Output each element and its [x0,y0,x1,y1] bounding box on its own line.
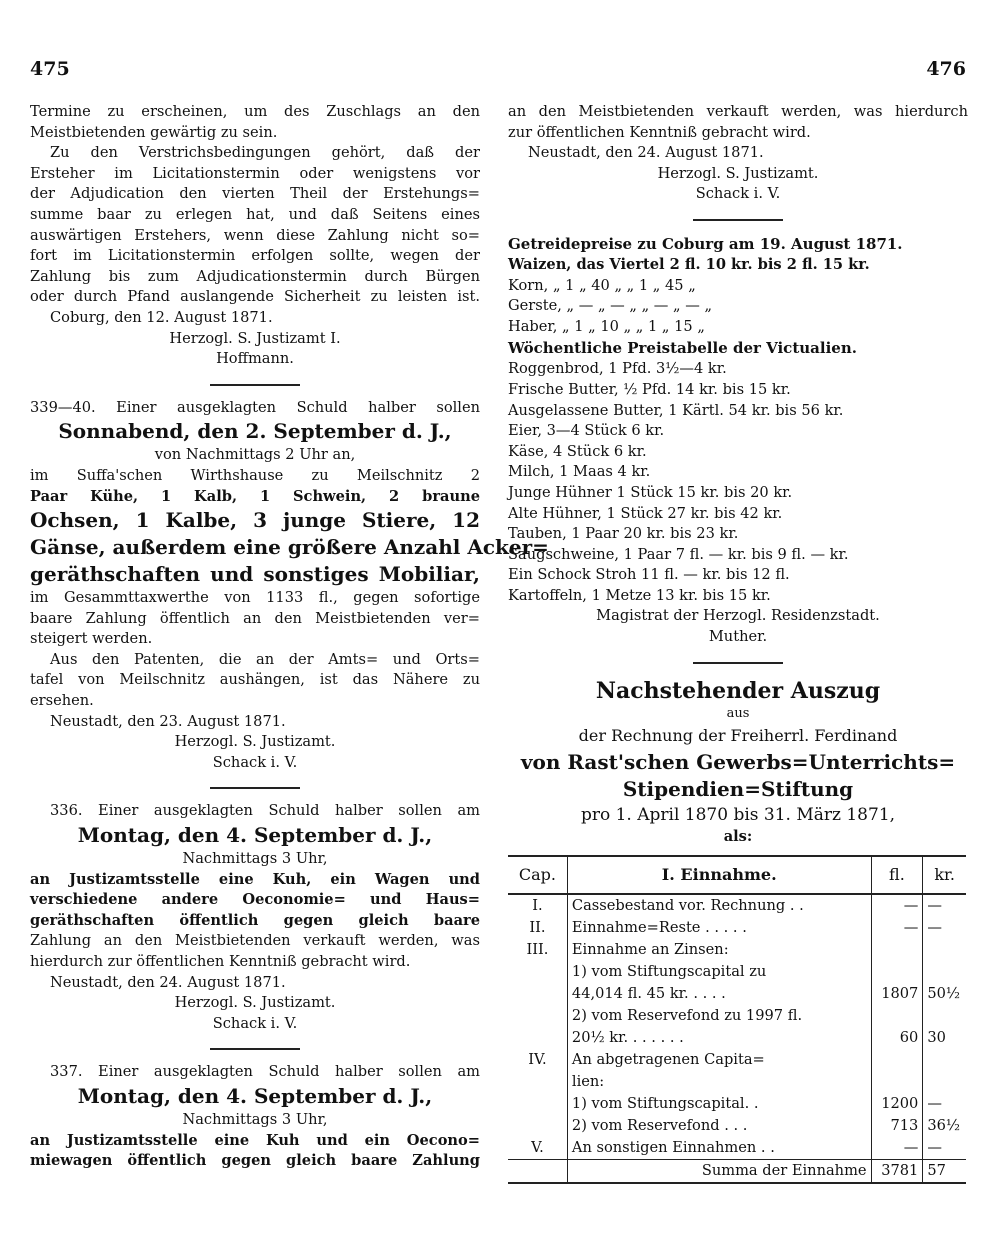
statement-title: Nachstehender Auszug [595,677,881,704]
cell-fl: — [871,917,923,939]
left-text-line: Ochsen, 1 Kalbe, 3 junge Stiere, 12 [30,508,480,533]
left-text-line: von Nachmittags 2 Uhr an, [154,446,356,464]
right-text-line: Käse, 4 Stück 6 kr. [508,442,647,460]
right-text-line: Herzogl. S. Justizamt. [657,164,819,182]
cell-kr: — [927,1095,942,1113]
sum-fl: 3781 [871,1160,923,1184]
cell-kr [923,961,966,983]
right-text-line: zur öffentlichen Kenntniß gebracht wird. [508,123,811,141]
cell-desc: 1) vom Stiftungscapital. . [567,1093,871,1115]
cell-cap: III. [508,939,567,961]
cell-kr: 36½ [927,1117,961,1135]
left-text-line: fort im Licitationstermin erfolgen sollte, wegen der [30,247,480,265]
cell-desc: 20½ kr. . . . . . . [567,1027,871,1049]
cell-fl [871,961,923,983]
table-row [508,1071,966,1093]
right-separator [693,219,783,221]
cell-cap [508,1115,567,1137]
left-text-line: steigert werden. [30,630,153,648]
statement-line-3: Stipendien=Stiftung [622,776,854,801]
cell-desc: 1) vom Stiftungscapital zu [567,961,871,983]
right-separator [693,662,783,664]
cell-kr: — [927,897,942,915]
statement-aus: aus [726,705,750,721]
cell-fl [871,1005,923,1027]
left-text-line: oder durch Pfand auslangende Sicherheit zu leisten ist. [30,288,480,306]
table-row [508,961,966,983]
right-text-line: Kartoffeln, 1 Metze 13 kr. bis 15 kr. [508,586,771,604]
table-row [508,1137,966,1160]
right-text-line: Getreidepreise zu Coburg am 19. August 1871. [508,234,903,253]
right-text-line: Wöchentliche Preistabelle der Victualien. [508,339,857,358]
left-text-line: Zahlung bis zum Adjudicationstermin durch Bürgen [30,267,480,285]
cell-cap: V. [508,1137,567,1160]
income-table-header [508,856,966,894]
cell-kr: 30 [927,1029,946,1047]
table-row [508,1027,966,1049]
cell-kr: — [927,919,942,937]
statement-block [508,676,968,1185]
right-text-line: Korn, „ 1 „ 40 „ „ 1 „ 45 „ [508,276,696,294]
page-number-right: 476 [926,58,966,80]
cell-kr [923,1049,966,1071]
left-separator [210,1048,300,1050]
cell-kr [923,1071,966,1093]
left-text-line: baare Zahlung öffentlich an den Meistbietenden ver= [30,609,480,627]
left-text-line: 337. Einer ausgeklagten Schuld halber sollen am [50,1063,480,1081]
header-desc: I. Einnahme. [567,856,871,894]
left-text-line: 339—40. Einer ausgeklagten Schuld halber sollen [30,398,480,416]
left-text-line: ersehen. [30,692,94,710]
left-text-line: hierdurch zur öffentlichen Kenntniß gebracht wird. [30,953,411,970]
statement-line-4: pro 1. April 1870 bis 31. März 1871, [580,804,896,825]
left-text-line: Montag, den 4. September d. J., [77,823,433,848]
left-text-line: Sonnabend, den 2. September d. J., [58,419,452,444]
cell-kr [923,1005,966,1027]
cell-cap: IV. [508,1049,567,1071]
left-text-line: Neustadt, den 24. August 1871. [50,973,286,991]
right-column [508,102,968,1184]
sum-kr: 57 [923,1160,966,1184]
right-text-line: Haber, „ 1 „ 10 „ „ 1 „ 15 „ [508,317,705,335]
cell-cap: II. [508,917,567,939]
cell-desc: Cassebestand vor. Rechnung . . [567,894,871,917]
cell-desc: 44,014 fl. 45 kr. . . . . [567,983,871,1005]
left-text-line: Meistbietenden gewärtig zu sein. [30,123,278,141]
sum-desc: Summa der Einnahme [567,1160,871,1184]
cell-desc: Einnahme=Reste . . . . . [567,917,871,939]
cell-desc: An sonstigen Einnahmen . . [567,1137,871,1160]
left-text-line: Ersteher im Licitationstermin oder wenigstens vor [30,164,480,182]
cell-desc: An abgetragenen Capita= [567,1049,871,1071]
header-fl: fl. [871,856,923,894]
left-text-line: 336. Einer ausgeklagten Schuld halber sollen am [50,802,480,820]
cell-fl: — [871,1137,923,1160]
left-text-line: verschiedene andere Oeconomie= und Haus= [30,891,480,909]
page-number-left: 475 [30,58,70,80]
cell-cap [508,1093,567,1115]
left-text-line: Zu den Verstrichsbedingungen gehört, daß der [50,144,480,162]
cell-fl: — [871,894,923,917]
table-row [508,939,966,961]
left-text-line: Zahlung an den Meistbietenden verkauft werden, was [30,932,480,950]
cell-fl [871,939,923,961]
table-row [508,1049,966,1071]
cell-kr: — [927,1139,942,1157]
right-column-notices [508,102,968,664]
cell-desc: 2) vom Reservefond . . . [567,1115,871,1137]
left-text-line: der Adjudication den vierten Theil der Erstehungs= [30,185,480,203]
cell-fl: 1807 [871,983,923,1005]
sum-cap [508,1160,567,1184]
cell-fl [871,1049,923,1071]
statement-line-5: als: [723,827,753,845]
left-text-line: miewagen öffentlich gegen gleich baare Zahlung [30,1152,480,1170]
table-row [508,894,966,917]
left-separator [210,384,300,386]
right-text-line: Waizen, das Viertel 2 fl. 10 kr. bis 2 fl. 15 kr. [508,255,870,273]
right-text-line: Saugschweine, 1 Paar 7 fl. — kr. bis 9 fl. — kr. [508,545,849,563]
left-text-line: Schack i. V. [212,1014,298,1032]
cell-desc: Einnahme an Zinsen: [567,939,871,961]
cell-cap [508,983,567,1005]
right-text-line: Neustadt, den 24. August 1871. [528,144,764,162]
left-text-line: im Suffa'schen Wirthshause zu Meilschnitz 2 [30,466,480,484]
right-text-line: Tauben, 1 Paar 20 kr. bis 23 kr. [508,525,739,543]
cell-fl: 60 [871,1027,923,1049]
table-row [508,1115,966,1137]
table-row [508,917,966,939]
left-text-line: Schack i. V. [212,753,298,771]
header-cap: Cap. [508,856,567,894]
cell-fl [871,1071,923,1093]
left-text-line: Herzogl. S. Justizamt I. [169,329,341,347]
right-text-line: Ein Schock Stroh 11 fl. — kr. bis 12 fl. [508,566,790,584]
right-text-line: an den Meistbietenden verkauft werden, was hierdurch [508,103,968,120]
right-text-line: Eier, 3—4 Stück 6 kr. [508,422,665,440]
left-text-line: geräthschaften öffentlich gegen gleich baare [30,911,480,929]
cell-desc: 2) vom Reservefond zu 1997 fl. [567,1005,871,1027]
cell-kr [923,939,966,961]
cell-cap [508,1027,567,1049]
cell-cap [508,1071,567,1093]
left-separator [210,787,300,789]
right-text-line: Alte Hühner, 1 Stück 27 kr. bis 42 kr. [508,504,783,522]
table-row [508,1093,966,1115]
right-text-line: Muther. [708,628,768,646]
left-text-line: Paar Kühe, 1 Kalb, 1 Schwein, 2 braune [30,487,480,505]
table-row [508,1005,966,1027]
cell-cap [508,1005,567,1027]
right-text-line: Ausgelassene Butter, 1 Kärtl. 54 kr. bis 56 kr. [508,401,844,419]
cell-cap: I. [508,894,567,917]
right-text-line: Junge Hühner 1 Stück 15 kr. bis 20 kr. [508,483,793,501]
left-text-line: Montag, den 4. September d. J., [77,1083,433,1108]
right-text-line: Magistrat der Herzogl. Residenzstadt. [596,607,880,625]
right-text-line: Frische Butter, ½ Pfd. 14 kr. bis 15 kr. [508,380,791,398]
income-table [508,855,966,1184]
left-text-line: im Gesammttaxwerthe von 1133 fl., gegen sofortige [30,589,480,607]
left-text-line: Gänse, außerdem eine größere Anzahl Acker= [30,535,549,560]
cell-fl: 1200 [871,1093,923,1115]
header-kr: kr. [923,856,966,894]
cell-kr: 50½ [927,985,961,1003]
left-text-line: an Justizamtsstelle eine Kuh und ein Oecono= [30,1131,480,1149]
statement-line-1: der Rechnung der Freiherrl. Ferdinand [578,725,898,745]
table-sum-row [508,1160,966,1184]
cell-cap [508,961,567,983]
right-text-line: Roggenbrod, 1 Pfd. 3½—4 kr. [508,360,727,378]
left-text-line: Hoffmann. [216,350,294,368]
right-text-line: Gerste, „ — „ — „ „ — „ — „ [508,297,713,315]
left-text-line: auswärtigen Erstehers, wenn diese Zahlung nicht so= [30,226,480,244]
left-text-line: Aus den Patenten, die an der Amts= und Orts= [50,650,480,668]
left-text-line: Neustadt, den 23. August 1871. [50,712,286,730]
left-text-line: Herzogl. S. Justizamt. [174,994,336,1012]
left-text-line: an Justizamtsstelle eine Kuh, ein Wagen und [30,870,480,888]
statement-line-2: von Rast'schen Gewerbs=Unterrichts= [520,749,956,774]
cell-desc: lien: [567,1071,871,1093]
left-text-line: summe baar zu erlegen hat, und daß Seitens eines [30,205,480,223]
left-text-line: Nachmittags 3 Uhr, [182,850,328,868]
right-text-line: Schack i. V. [695,185,781,203]
left-text-line: tafel von Meilschnitz aushängen, ist das Nähere zu [30,671,480,689]
left-text-line: Coburg, den 12. August 1871. [50,308,273,326]
right-text-line: Milch, 1 Maas 4 kr. [508,463,651,481]
left-text-line: Termine zu erscheinen, um des Zuschlags an den [30,103,480,120]
left-text-line: Nachmittags 3 Uhr, [182,1110,328,1128]
cell-fl: 713 [871,1115,923,1137]
table-row [508,983,966,1005]
left-text-line: Herzogl. S. Justizamt. [174,733,336,751]
left-text-line: geräthschaften und sonstiges Mobiliar, [30,562,480,587]
